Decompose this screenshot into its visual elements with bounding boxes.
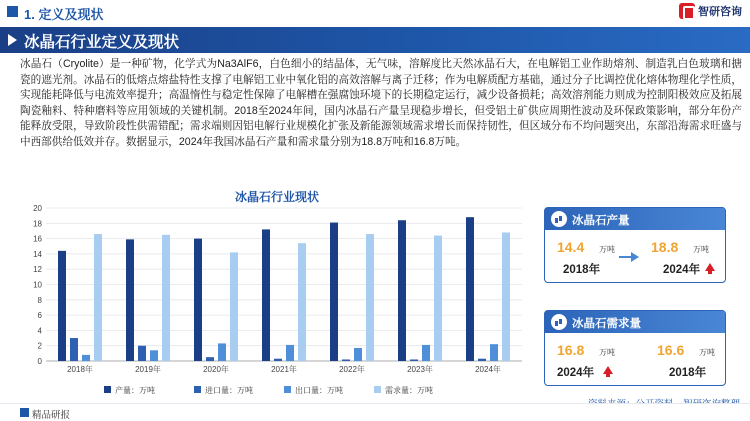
x-tick-label: 2019年 xyxy=(135,365,161,374)
bar xyxy=(274,359,282,361)
chart-panel xyxy=(22,188,532,400)
bar xyxy=(330,223,338,361)
bar xyxy=(230,252,238,361)
production-card-label: 冰晶石产量 xyxy=(572,215,630,227)
bar xyxy=(478,359,486,361)
legend-label: 需求量：万吨 xyxy=(385,386,433,395)
y-tick-label: 2 xyxy=(37,341,42,351)
production-card xyxy=(544,207,726,283)
title-banner xyxy=(0,27,750,53)
right-arrow-icon xyxy=(631,252,639,262)
y-tick-label: 16 xyxy=(33,234,42,244)
production-card-body xyxy=(545,230,725,282)
bar xyxy=(466,217,474,361)
chart-bars-icon xyxy=(551,211,567,227)
bar xyxy=(298,243,306,361)
bar xyxy=(490,344,498,361)
x-tick-label: 2023年 xyxy=(407,365,433,374)
bar xyxy=(94,234,102,361)
chart-title: 冰晶石行业现状 xyxy=(234,190,319,204)
top-header xyxy=(0,0,750,26)
bar xyxy=(262,229,270,361)
demand-2024-year: 2024年 xyxy=(557,367,595,379)
legend-swatch xyxy=(374,386,381,393)
demand-2018-year: 2018年 xyxy=(669,367,707,379)
chart-bars-icon xyxy=(551,314,567,330)
demand-2024-unit: 万吨 xyxy=(599,348,615,357)
bar xyxy=(398,220,406,361)
up-arrow-icon xyxy=(603,366,613,374)
production-2024-value: 18.8 xyxy=(651,239,679,255)
bar xyxy=(502,232,510,361)
demand-2018-value: 16.6 xyxy=(657,342,685,358)
y-tick-label: 8 xyxy=(37,295,42,305)
bar xyxy=(138,346,146,361)
y-tick-label: 10 xyxy=(33,280,42,290)
bar-chart xyxy=(22,202,532,400)
y-tick-label: 0 xyxy=(37,357,42,366)
bar xyxy=(354,348,362,361)
y-tick-label: 18 xyxy=(33,219,42,229)
bar xyxy=(126,239,134,361)
x-tick-label: 2021年 xyxy=(271,365,297,374)
legend-label: 进口量：万吨 xyxy=(205,386,253,395)
brand-logo xyxy=(679,3,742,19)
bar xyxy=(162,235,170,361)
legend-swatch xyxy=(284,386,291,393)
demand-2024-value: 16.8 xyxy=(557,342,585,358)
bar xyxy=(206,357,214,361)
demand-card-label: 冰晶石需求量 xyxy=(572,318,641,330)
x-tick-label: 2024年 xyxy=(475,365,501,374)
bottom-bar xyxy=(0,403,750,421)
production-2024-unit: 万吨 xyxy=(693,245,709,254)
footer-marker-icon xyxy=(20,408,29,417)
demand-card-header xyxy=(545,311,725,333)
section-title: 1. 定义及现状 xyxy=(24,7,104,22)
x-tick-label: 2018年 xyxy=(67,365,93,374)
intro-paragraph: 冰晶石（Cryolite）是一种矿物，化学式为Na3AlF6，白色细小的结晶体，无气味，溶解度比天然冰晶石大，在电解铝工业作助熔剂、制造乳白色玻璃和搪瓷的遮光剂。冰晶石的低熔点熔盐特性支撑了电解铝工业中氧化铝的高效溶解与离子迁移；作为电解质配方基础，通过分子比调控优化熔体物理化学性质，实现能耗降低与电流效率提升；高温惰性与稳定性保障了电解槽在强腐蚀环境下的长期稳定运行，减少设备损耗；高效溶剂能力则成为控制阳极效应及拓展陶瓷釉料、特种磨料等应用领域的关键机制。2018至2024年间，国内冰晶石产量呈现稳步增长，但受铝土矿供应周期性波动及环保政策影响，部分年份产能释放受限，导致阶段性供需错配；需求端则因铝电解行业规模化扩张及新能源领域需求增长而保持韧性，但区域分布不均问题突出，东部沿海需求旺盛与中西部供给低效并存。数据显示，2024年我国冰晶石产量和需求量分别为18.8万吨和16.8万吨。 xyxy=(20,58,742,148)
x-tick-label: 2020年 xyxy=(203,365,229,374)
legend-swatch xyxy=(104,386,111,393)
legend-label: 产量：万吨 xyxy=(115,386,155,395)
up-arrow-icon xyxy=(705,263,715,271)
bar xyxy=(366,234,374,361)
production-2024-year: 2024年 xyxy=(663,264,701,276)
y-tick-label: 14 xyxy=(33,249,42,259)
bar xyxy=(58,251,66,361)
legend-swatch xyxy=(194,386,201,393)
bar xyxy=(194,239,202,361)
demand-card-body xyxy=(545,333,725,385)
y-tick-label: 12 xyxy=(33,265,42,275)
bar xyxy=(70,338,78,361)
bar xyxy=(434,236,442,361)
demand-2018-unit: 万吨 xyxy=(699,348,715,357)
section-marker-icon xyxy=(7,6,18,17)
brand-logo-icon xyxy=(679,3,695,19)
bar xyxy=(422,345,430,361)
production-2018-unit: 万吨 xyxy=(599,245,615,254)
bar xyxy=(410,359,418,361)
brand-logo-text: 智研咨询 xyxy=(698,6,742,18)
y-tick-label: 4 xyxy=(37,326,42,336)
footer-label: 精品研报 xyxy=(32,410,71,421)
page-title: 冰晶石行业定义及现状 xyxy=(24,34,180,51)
legend-label: 出口量：万吨 xyxy=(295,386,343,395)
triangle-arrow-icon xyxy=(8,34,17,46)
x-tick-label: 2022年 xyxy=(339,365,365,374)
bar xyxy=(342,359,350,361)
bar xyxy=(150,350,158,361)
bar xyxy=(286,345,294,361)
y-tick-label: 20 xyxy=(33,204,42,213)
demand-card xyxy=(544,310,726,386)
bar xyxy=(82,355,90,361)
production-card-header xyxy=(545,208,725,230)
production-2018-value: 14.4 xyxy=(557,239,585,255)
production-2018-year: 2018年 xyxy=(563,264,601,276)
y-tick-label: 6 xyxy=(37,311,42,321)
bar xyxy=(218,343,226,361)
